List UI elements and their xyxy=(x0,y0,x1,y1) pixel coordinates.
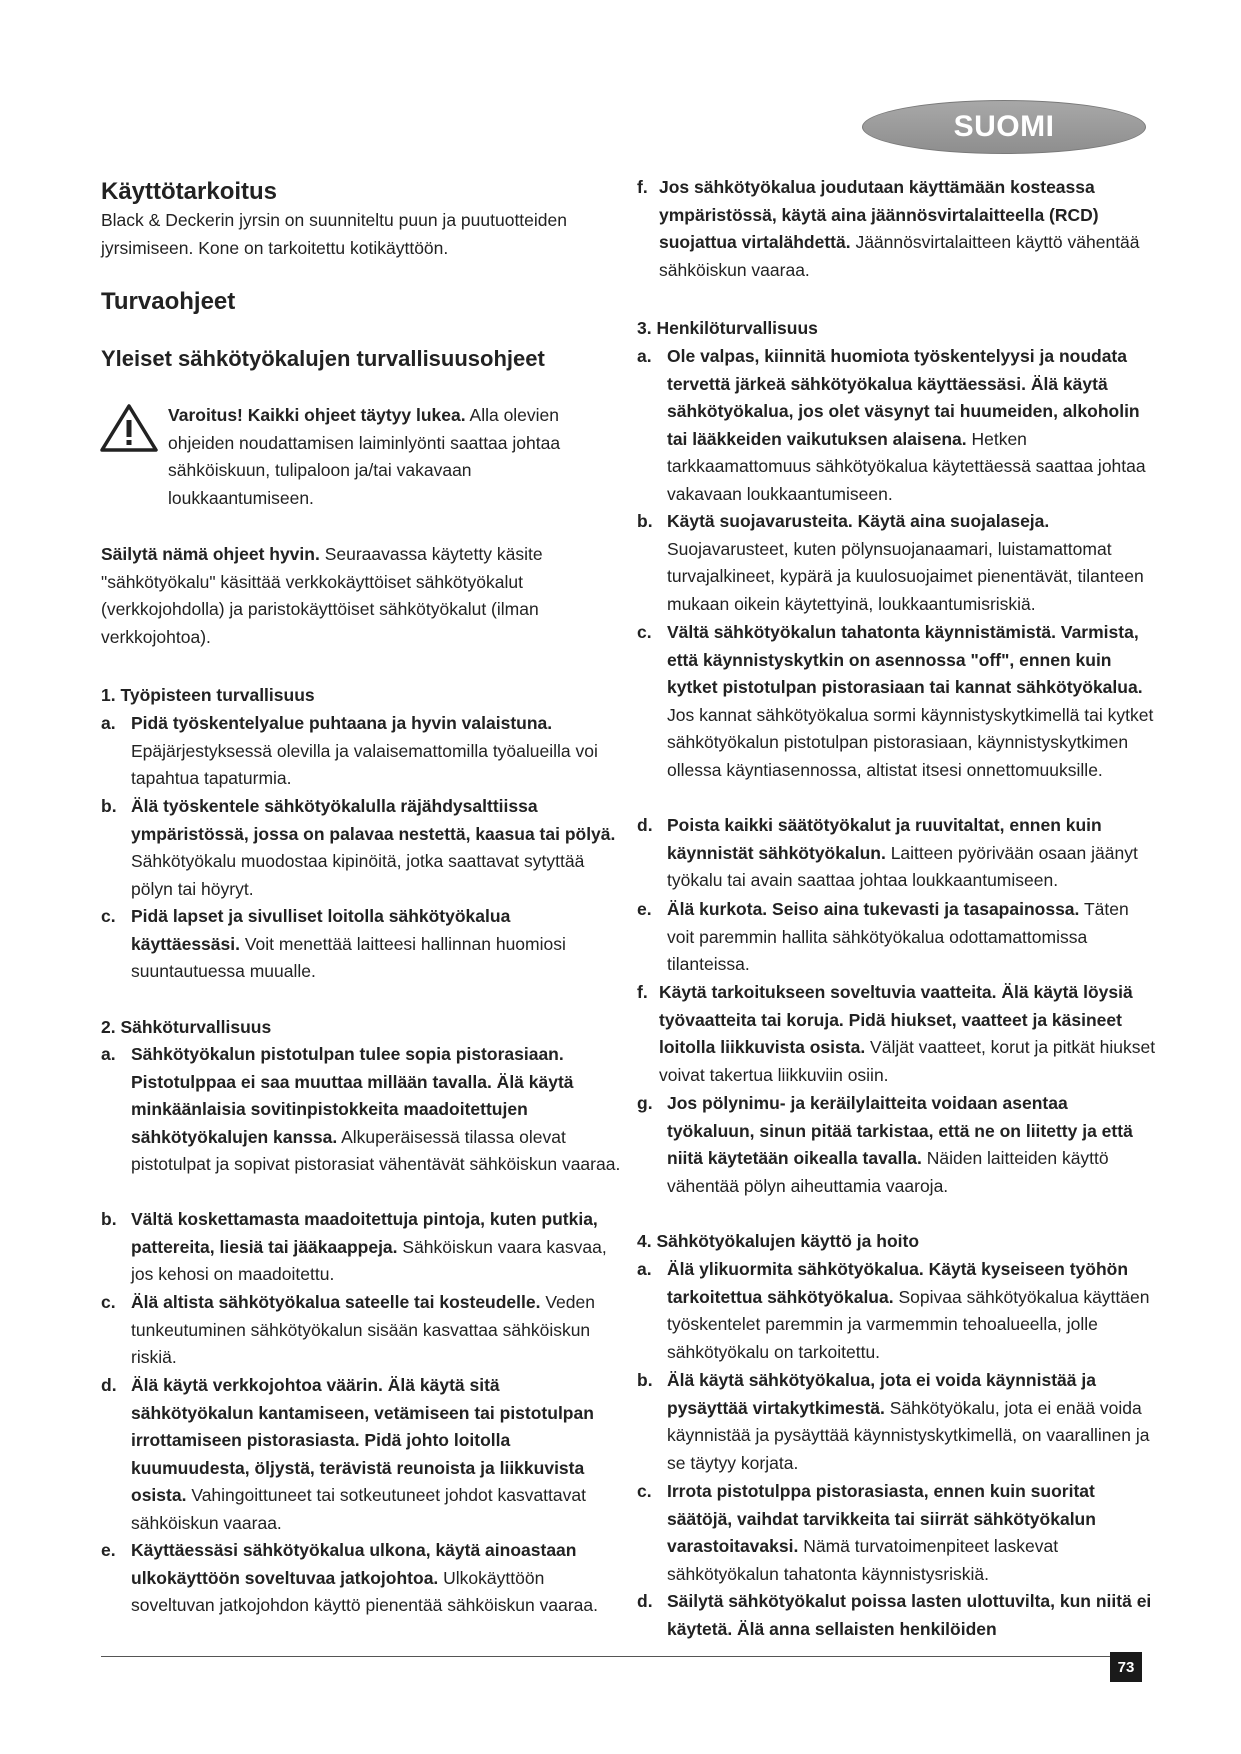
item-text: Sähkötyökalu muodostaa kipinöitä, jotka saattavat sytyttää pölyn tai höyryt. xyxy=(131,851,585,899)
item-label: g. xyxy=(637,1093,653,1113)
list-item-4d xyxy=(637,1588,1157,1643)
item-label: e. xyxy=(101,1540,116,1560)
list-item-4c xyxy=(637,1478,1157,1588)
item-text: Nämä turvatoimenpiteet laskevat sähkötyökalun tahatonta käynnistysriskiä. xyxy=(667,1536,1059,1584)
item-text: Näiden laitteiden käyttö vähentää pölyn aiheuttamia vaaroja. xyxy=(667,1148,1109,1196)
item-text: Ulkokäyttöön soveltuvan jatkojohdon käyttö pienentää sähköiskun vaaraa. xyxy=(131,1567,598,1615)
item-label: b. xyxy=(637,1370,653,1390)
list-item-3a xyxy=(637,343,1157,508)
item-text: Sähköiskun vaara kasvaa, jos kehosi on maadoitettu. xyxy=(131,1236,607,1284)
item-bold: Älä työskentele sähkötyökalulla räjähdysalttiissa ympäristössä, jossa on palavaa nestettä, kaasua tai pölyä. xyxy=(131,796,616,844)
item-text: Suojavarusteet, kuten pölynsuojanaamari, luistamattomat turvajalkineet, kypärä ja kuulosuojaimet pienentävät, tilanteen mukaan oikein käytettyinä, loukkaantumisriskiä. xyxy=(667,538,1144,614)
item-bold: Jos pölynimu- ja keräilylaitteita voidaan asentaa työkaluun, sinun pitää tarkistaa, että ne on liitetty ja että niitä käytetään oikealla tavalla. xyxy=(667,1093,1133,1168)
item-bold: Käyttäessäsi sähkötyökalua ulkona, käytä ainoastaan ulkokäyttöön soveltuvaa jatkojohtoa. xyxy=(131,1540,577,1588)
item-bold: Käytä tarkoitukseen soveltuvia vaatteita. Älä käytä löysiä työvaatteita tai koruja. Pidä hiukset, vaatteet ja käsineet loitolla liikkuvista osista. xyxy=(659,982,1133,1057)
item-label: a. xyxy=(101,1044,116,1064)
item-text: Laitteen pyörivään osaan jäänyt työkalu tai avain saattaa johtaa loukkaantumiseen. xyxy=(667,842,1138,890)
item-text: Jäännösvirtalaitteen käyttö vähentää sähköiskun vaaraa. xyxy=(659,232,1140,280)
subsection-title-3: 3. Henkilöturvallisuus xyxy=(637,318,818,338)
item-text: Hetken tarkkaamattomuus sähkötyökalua käytettäessä saattaa johtaa vakavaan loukkaantumiseen. xyxy=(667,428,1146,504)
item-text: Veden tunkeutuminen sähkötyökalun sisään kasvattaa sähköiskun riskiä. xyxy=(131,1292,595,1367)
item-label: d. xyxy=(637,1591,653,1611)
list-item-2f xyxy=(637,174,1157,284)
page-number: 73 xyxy=(1110,1652,1142,1682)
list-item-2c xyxy=(101,1289,621,1372)
list-item-3b xyxy=(637,508,1157,618)
list-item-3e xyxy=(637,896,1157,979)
list-item-4a xyxy=(637,1256,1157,1366)
item-label: d. xyxy=(101,1375,117,1395)
section-title-safety: Turvaohjeet xyxy=(101,288,236,315)
item-text: Vahingoittuneet tai sotkeutuneet johdot kasvattavat sähköiskun vaaraa. xyxy=(131,1485,586,1533)
item-bold: Irrota pistotulppa pistorasiasta, ennen kuin suoritat säätöjä, vaihdat tarvikkeita tai siirrät sähkötyökalun varastoitavaksi. xyxy=(667,1481,1096,1556)
subsection-title-2: 2. Sähköturvallisuus xyxy=(101,1017,272,1037)
list-item-2e xyxy=(101,1537,621,1620)
item-bold: Vältä koskettamasta maadoitettuja pintoja, kuten putkia, pattereita, liesiä tai jääkaappeja. xyxy=(131,1209,598,1257)
warning-lead: Varoitus! Kaikki ohjeet täytyy lukea. xyxy=(168,405,466,425)
item-text: Epäjärjestyksessä olevilla ja valaisemattomilla työalueilla voi tapahtua tapaturmia. xyxy=(131,740,598,788)
item-bold: Älä kurkota. Seiso aina tukevasti ja tasapainossa. xyxy=(667,899,1080,919)
footer-rule xyxy=(101,1656,1141,1657)
item-label: a. xyxy=(101,713,116,733)
item-text: Sähkötyökalu, jota ei enää voida käynnistää ja pysäyttää käynnistyskytkimellä, on vaarallinen ja se täytyy korjata. xyxy=(667,1397,1150,1473)
warning-body: Alla olevien ohjeiden noudattamisen laiminlyönti saattaa johtaa sähköiskuun, tulipaloon ja/tai vakavaan loukkaantumiseen. xyxy=(168,405,561,508)
item-bold: Käytä suojavarusteita. Käytä aina suojalaseja. xyxy=(667,511,1050,531)
item-label: c. xyxy=(101,906,116,926)
list-item-3g xyxy=(637,1090,1157,1200)
item-label: a. xyxy=(637,346,652,366)
list-item-3c xyxy=(637,619,1157,784)
item-bold: Älä altista sähkötyökalua sateelle tai kosteudelle. xyxy=(131,1292,541,1312)
item-bold: Poista kaikki säätötyökalut ja ruuvitaltat, ennen kuin käynnistät sähkötyökalun. xyxy=(667,815,1102,863)
item-label: d. xyxy=(637,815,653,835)
section-title-purpose: Käyttötarkoitus xyxy=(101,178,278,205)
list-item-1a xyxy=(101,710,621,793)
item-bold: Pidä työskentelyalue puhtaana ja hyvin valaistuna. xyxy=(131,713,553,733)
item-text: Jos kannat sähkötyökalua sormi käynnistyskytkimellä tai kytket sähkötyökalun pistotulpan pistorasiaan, käynnistyskytkimen ollessa käyntiasennossa, altistat itsesi onnettomuuksille. xyxy=(667,704,1154,780)
item-text: Sopivaa sähkötyökalua käyttäen työskentelet paremmin ja varmemmin tehoalueella, jolle sähkötyökalu on tarkoitettu. xyxy=(667,1286,1150,1362)
item-bold: Vältä sähkötyökalun tahatonta käynnistämistä. Varmista, että käynnistyskytkin on asennossa "off", ennen kuin kytket pistotulpan pistorasiaan tai kannat sähkötyökalua. xyxy=(667,622,1143,697)
item-label: f. xyxy=(637,982,648,1002)
list-item-4b xyxy=(637,1367,1157,1477)
item-label: c. xyxy=(637,622,652,642)
item-bold: Sähkötyökalun pistotulpan tulee sopia pistorasiaan. Pistotulppaa ei saa muuttaa millään tavalla. Älä käytä minkäänlaisia sovitinpistokkeita maadoitettujen sähkötyökalujen kanssa. xyxy=(131,1044,574,1147)
item-label: b. xyxy=(101,1209,117,1229)
item-bold: Jos sähkötyökalua joudutaan käyttämään kosteassa ympäristössä, käytä aina jäännösvirtalaitteella (RCD) suojattua virtalähdettä. xyxy=(659,177,1099,252)
warning-paragraph xyxy=(168,402,608,512)
item-label: b. xyxy=(637,511,653,531)
item-label: a. xyxy=(637,1259,652,1279)
keep-instructions-paragraph xyxy=(101,541,581,651)
item-label: c. xyxy=(101,1292,116,1312)
item-label: c. xyxy=(637,1481,652,1501)
subsection-title-1: 1. Työpisteen turvallisuus xyxy=(101,685,315,705)
item-text: Väljät vaatteet, korut ja pitkät hiukset voivat takertua liikkuviin osiin. xyxy=(659,1037,1156,1085)
item-bold: Älä ylikuormita sähkötyökalua. Käytä kyseiseen työhön tarkoitettua sähkötyökalua. xyxy=(667,1259,1129,1307)
item-bold: Pidä lapset ja sivulliset loitolla sähkötyökalua käyttäessäsi. xyxy=(131,906,511,954)
item-bold: Säilytä sähkötyökalut poissa lasten ulottuvilta, kun niitä ei käytetä. Älä anna sellaisten henkilöiden xyxy=(667,1591,1152,1639)
item-label: e. xyxy=(637,899,652,919)
list-item-1c xyxy=(101,903,621,986)
item-label: f. xyxy=(637,177,648,197)
purpose-text: Black & Deckerin jyrsin on suunniteltu puun ja puutuotteiden jyrsimiseen. Kone on tarkoitettu kotikäyttöön. xyxy=(101,210,567,258)
item-bold: Älä käytä sähkötyökalua, jota ei voida käynnistää ja pysäyttää virtakytkimestä. xyxy=(667,1370,1096,1418)
item-text: Täten voit paremmin hallita sähkötyökalua odottamattomissa tilanteissa. xyxy=(667,899,1129,974)
list-item-3f xyxy=(637,979,1157,1089)
item-bold: Ole valpas, kiinnitä huomiota työskentelyysi ja noudata tervettä järkeä sähkötyökalua käyttäessäsi. Älä käytä sähkötyökalua, jos olet väsynyt tai huumeiden, alkoholin tai lääkkeiden vaikutuksen alaisena. xyxy=(667,346,1140,449)
list-item-3d xyxy=(637,812,1157,895)
warning-triangle-icon xyxy=(99,403,159,453)
section-title-general-safety: Yleiset sähkötyökalujen turvallisuusohjeet xyxy=(101,346,545,371)
item-label: b. xyxy=(101,796,117,816)
keep-body: Seuraavassa käytetty käsite "sähkötyökalu" käsittää verkkokäyttöiset sähkötyökalut (verkkojohdolla) ja paristokäyttöiset sähkötyökalut (ilman verkkojohtoa). xyxy=(101,544,543,647)
language-badge: SUOMI xyxy=(862,100,1146,154)
list-item-2d xyxy=(101,1372,621,1537)
item-text: Voit menettää laitteesi hallinnan huomiosi suuntautuessa muualle. xyxy=(131,933,566,981)
list-item-2b xyxy=(101,1206,621,1289)
item-text: Alkuperäisessä tilassa olevat pistotulpat ja sopivat pistorasiat vähentävät sähköiskun vaaraa. xyxy=(131,1126,621,1174)
list-item-1b xyxy=(101,793,621,903)
keep-lead: Säilytä nämä ohjeet hyvin. xyxy=(101,544,320,564)
item-bold: Älä käytä verkkojohtoa väärin. Älä käytä sitä sähkötyökalun kantamiseen, vetämiseen tai pistotulpan irrottamiseen pistorasiasta. Pidä johto loitolla kuumuudesta, öljystä, terävistä reunoista ja liikkuvista osista. xyxy=(131,1375,594,1505)
subsection-title-4: 4. Sähkötyökalujen käyttö ja hoito xyxy=(637,1231,920,1251)
list-item-2a xyxy=(101,1041,621,1179)
